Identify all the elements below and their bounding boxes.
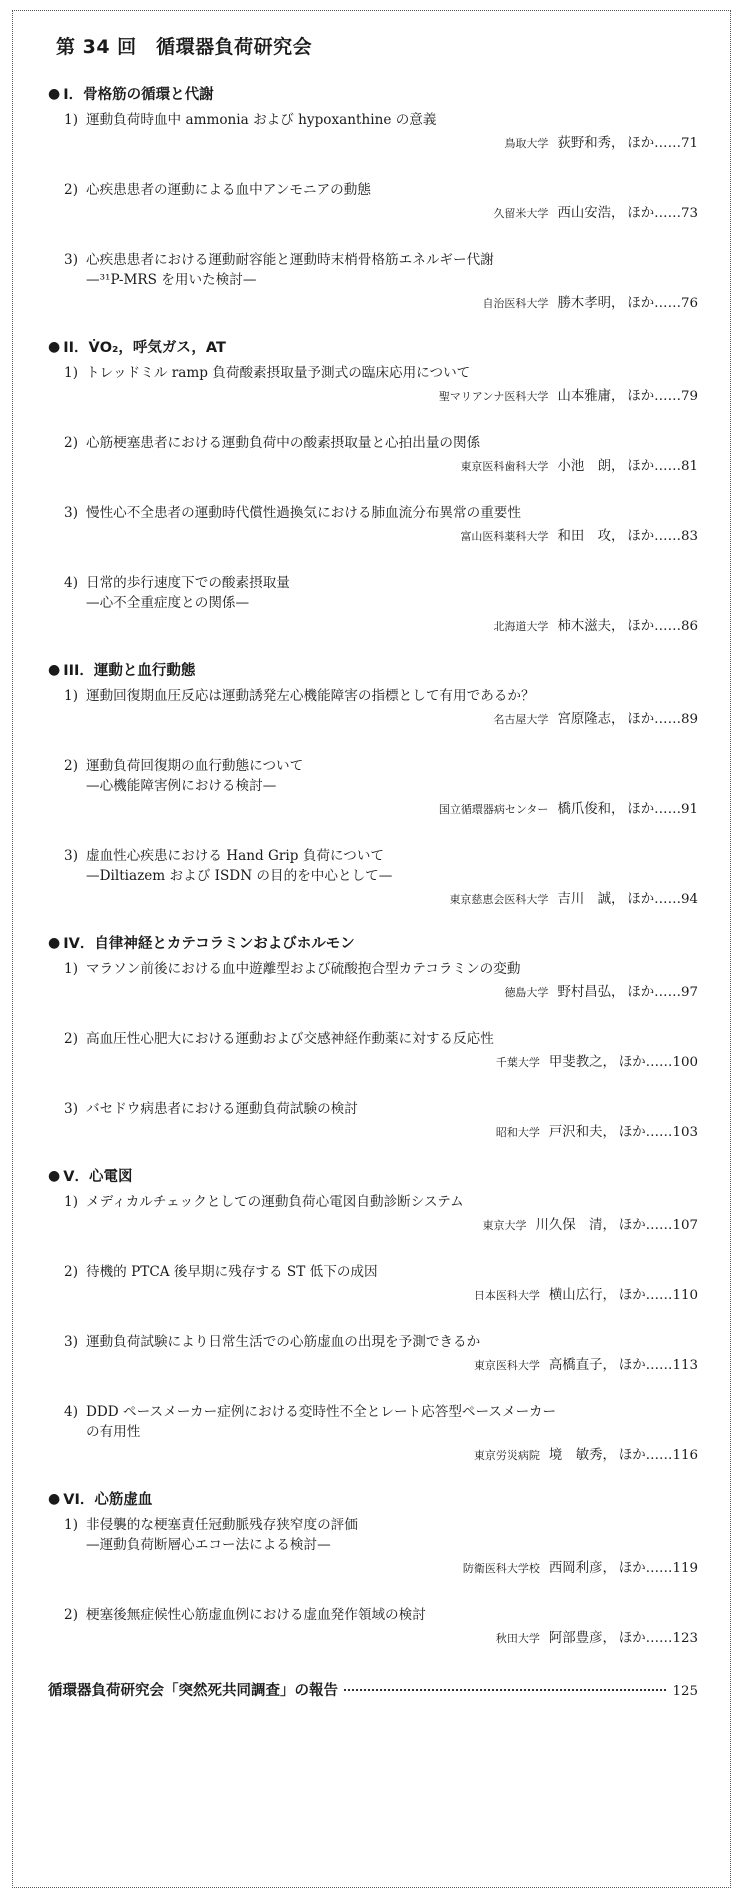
entry-title: マラソン前後における血中遊離型および硫酸抱合型カテコラミンの変動 <box>86 961 521 977</box>
entry-title-line <box>48 1605 698 1625</box>
entry-author-line <box>48 527 698 547</box>
entry-institution: 聖マリアンナ医科大学 <box>438 390 549 403</box>
entry-page-number: 79 <box>680 389 698 404</box>
entry-et-al: ほか <box>618 1358 646 1373</box>
entry-author-line <box>48 983 698 1003</box>
entry-leader-dots: …… <box>645 1358 673 1373</box>
entry-title: メディカルチェックとしての運動負荷心電図自動診断システム <box>86 1194 464 1210</box>
entry-number: 3) <box>64 252 78 268</box>
entry-leader-dots: …… <box>654 459 681 474</box>
toc-entry[interactable] <box>48 1192 698 1236</box>
entry-et-al: ほか <box>618 1631 646 1646</box>
section-heading-text: I．骨格筋の循環と代謝 <box>63 87 214 103</box>
toc-entry[interactable] <box>48 1332 698 1376</box>
entry-title: トレッドミル ramp 負荷酸素摂取量予測式の臨床応用について <box>86 365 471 381</box>
entry-institution: 徳島大学 <box>504 986 549 999</box>
entry-author-line <box>48 710 698 730</box>
entry-page-number: 86 <box>680 619 698 634</box>
entry-author: 荻野和秀， <box>557 136 625 151</box>
section-heading-text: V．心電図 <box>63 1169 133 1185</box>
entry-author-line <box>48 617 698 637</box>
entry-leader-dots: …… <box>654 985 681 1000</box>
entry-author-line <box>48 1446 698 1466</box>
section-heading <box>48 1488 698 1509</box>
section-heading-text: III．運動と血行動態 <box>63 663 196 679</box>
section <box>48 1488 698 1649</box>
entry-institution: 千葉大学 <box>495 1056 540 1069</box>
entry-author: 和田 攻， <box>557 529 625 544</box>
entry-title: 心疾患患者における運動耐容能と運動時末梢骨格筋エネルギー代謝 <box>86 252 494 268</box>
entry-author-line <box>48 204 698 224</box>
section-heading <box>48 83 698 104</box>
entry-author: 小池 朗， <box>557 459 625 474</box>
entry-institution: 北海道大学 <box>493 620 549 633</box>
entry-title: DDD ペースメーカー症例における変時性不全とレート応答型ペースメーカー <box>86 1404 557 1420</box>
entry-et-al: ほか <box>627 206 655 221</box>
entry-author: 西山安浩， <box>557 206 625 221</box>
entry-page-number: 107 <box>672 1218 698 1233</box>
entry-author: 高橋直子， <box>548 1358 616 1373</box>
section-heading <box>48 932 698 953</box>
toc-entry[interactable] <box>48 846 698 910</box>
entry-et-al: ほか <box>627 296 655 311</box>
entry-et-al: ほか <box>618 1448 646 1463</box>
entry-et-al: ほか <box>618 1561 646 1576</box>
entry-leader-dots: …… <box>645 1055 673 1070</box>
entry-number: 2) <box>64 1031 78 1047</box>
entry-title-line <box>48 363 698 383</box>
entry-et-al: ほか <box>627 459 655 474</box>
entry-leader-dots: …… <box>654 389 681 404</box>
report-page-number: 125 <box>672 1684 698 1699</box>
entry-author-line <box>48 800 698 820</box>
entry-title: 待機的 PTCA 後早期に残存する ST 低下の成因 <box>86 1264 378 1280</box>
entry-author-line <box>48 890 698 910</box>
entry-leader-dots: …… <box>654 712 681 727</box>
entry-title-line <box>48 686 698 706</box>
toc-entry[interactable] <box>48 1262 698 1306</box>
entry-title: 運動負荷時血中 ammonia および hypoxanthine の意義 <box>86 112 437 128</box>
entry-title: 心筋梗塞患者における運動負荷中の酸素摂取量と心拍出量の関係 <box>86 435 481 451</box>
entry-page-number: 97 <box>680 985 698 1000</box>
section-heading-text: IV．自律神経とカテコラミンおよびホルモン <box>63 936 355 952</box>
entry-institution: 富山医科薬科大学 <box>460 530 549 543</box>
section <box>48 1165 698 1466</box>
entry-title-line <box>48 959 698 979</box>
entry-et-al: ほか <box>618 1125 646 1140</box>
entry-title-line <box>48 110 698 130</box>
bullet-icon: ● <box>48 661 61 678</box>
entry-title: 梗塞後無症候性心筋虚血例における虚血発作領域の検討 <box>86 1607 426 1623</box>
entry-leader-dots: …… <box>645 1125 673 1140</box>
toc-entry[interactable] <box>48 573 698 637</box>
entry-number: 2) <box>64 435 78 451</box>
entry-title-line <box>48 433 698 453</box>
entry-institution: 東京慈恵会医科大学 <box>449 893 549 906</box>
entry-number: 2) <box>64 1264 78 1280</box>
entry-title: バセドウ病患者における運動負荷試験の検討 <box>86 1101 358 1117</box>
entry-institution: 昭和大学 <box>495 1126 540 1139</box>
toc-entry[interactable] <box>48 110 698 154</box>
entry-number: 2) <box>64 758 78 774</box>
entry-page-number: 123 <box>672 1631 698 1646</box>
entry-institution: 防衛医科大学校 <box>462 1562 540 1575</box>
entry-number: 4) <box>64 575 78 591</box>
table-of-contents <box>48 32 698 1700</box>
bullet-icon: ● <box>48 1167 61 1184</box>
entry-et-al: ほか <box>618 1288 646 1303</box>
entry-title-line <box>48 503 698 523</box>
toc-entry[interactable] <box>48 180 698 224</box>
entry-number: 3) <box>64 848 78 864</box>
entry-author-line <box>48 1559 698 1579</box>
entry-et-al: ほか <box>627 389 655 404</box>
entry-author-line <box>48 1216 698 1236</box>
toc-entry[interactable] <box>48 1515 698 1579</box>
entry-subtitle: —心不全重症度との関係— <box>86 595 250 611</box>
entry-leader-dots: …… <box>645 1288 673 1303</box>
entry-author: 柿木滋夫， <box>557 619 625 634</box>
entry-institution: 鳥取大学 <box>504 137 549 150</box>
entry-et-al: ほか <box>627 619 655 634</box>
entry-title-line <box>48 573 698 593</box>
entry-title: 運動負荷回復期の血行動態について <box>86 758 304 774</box>
entry-number: 3) <box>64 1101 78 1117</box>
section-list <box>48 83 698 1649</box>
entry-author: 川久保 清， <box>535 1218 616 1233</box>
toc-entry[interactable] <box>48 1402 698 1466</box>
entry-author: 野村昌弘， <box>557 985 625 1000</box>
entry-author-line <box>48 294 698 314</box>
entry-author-line <box>48 387 698 407</box>
entry-number: 1) <box>64 961 78 977</box>
entry-page-number: 83 <box>680 529 698 544</box>
toc-entry[interactable] <box>48 363 698 407</box>
entry-institution: 国立循環器病センター <box>438 803 549 816</box>
entry-et-al: ほか <box>627 985 655 1000</box>
entry-institution: 秋田大学 <box>495 1632 540 1645</box>
entry-title-line <box>48 756 698 776</box>
entry-title: 非侵襲的な梗塞責任冠動脈残存狭窄度の評価 <box>86 1517 358 1533</box>
entry-author: 橋爪俊和， <box>557 802 625 817</box>
entry-title-line <box>48 180 698 200</box>
entry-institution: 東京労災病院 <box>473 1449 540 1462</box>
entry-et-al: ほか <box>627 712 655 727</box>
entry-subtitle: の有用性 <box>86 1424 141 1440</box>
entry-title: 運動負荷試験により日常生活での心筋虚血の出現を予測できるか <box>86 1334 481 1350</box>
entry-page-number: 100 <box>672 1055 698 1070</box>
section-heading <box>48 1165 698 1186</box>
entry-title-line <box>48 1099 698 1119</box>
entry-title: 高血圧性心肥大における運動および交感神経作動薬に対する反応性 <box>86 1031 494 1047</box>
section <box>48 83 698 314</box>
page-title: 第 34 回 循環器負荷研究会 <box>56 36 313 58</box>
entry-title-line <box>48 846 698 866</box>
entry-author: 甲斐教之， <box>548 1055 616 1070</box>
entry-subtitle: —心機能障害例における検討— <box>86 778 277 794</box>
entry-author: 戸沢和夫， <box>548 1125 616 1140</box>
toc-entry[interactable] <box>48 1605 698 1649</box>
section <box>48 932 698 1143</box>
entry-page-number: 71 <box>680 136 698 151</box>
entry-number: 1) <box>64 1194 78 1210</box>
entry-leader-dots: …… <box>645 1561 673 1576</box>
entry-author: 山本雅庸， <box>557 389 625 404</box>
entry-et-al: ほか <box>627 802 655 817</box>
entry-author-line <box>48 1286 698 1306</box>
entry-subtitle: —運動負荷断層心エコー法による検討— <box>86 1537 331 1553</box>
entry-page-number: 119 <box>672 1561 698 1576</box>
entry-title: 日常的歩行速度下での酸素摂取量 <box>86 575 290 591</box>
entry-author-line <box>48 1356 698 1376</box>
entry-title-line <box>48 1262 698 1282</box>
entry-number: 1) <box>64 365 78 381</box>
entry-title: 虚血性心疾患における Hand Grip 負荷について <box>86 848 385 864</box>
toc-entry[interactable] <box>48 433 698 477</box>
entry-number: 3) <box>64 505 78 521</box>
entry-title: 運動回復期血圧反応は運動誘発左心機能障害の指標として有用であるか？ <box>86 688 535 704</box>
entry-number: 1) <box>64 1517 78 1533</box>
entry-page-number: 76 <box>680 296 698 311</box>
entry-institution: 自治医科大学 <box>482 297 549 310</box>
entry-title-line <box>48 250 698 270</box>
entry-author: 阿部豊彦， <box>548 1631 616 1646</box>
entry-title: 心疾患患者の運動による血中アンモニアの動態 <box>86 182 371 198</box>
section-heading-text: VI．心筋虚血 <box>63 1492 153 1508</box>
toc-entry[interactable] <box>48 503 698 547</box>
toc-entry[interactable] <box>48 250 698 314</box>
entry-leader-dots: …… <box>654 529 681 544</box>
entry-page-number: 89 <box>680 712 698 727</box>
entry-author: 吉川 誠， <box>557 892 625 907</box>
bullet-icon: ● <box>48 1490 61 1507</box>
entry-number: 2) <box>64 1607 78 1623</box>
entry-page-number: 113 <box>672 1358 698 1373</box>
entry-page-number: 81 <box>680 459 698 474</box>
entry-subtitle: —³¹P-MRS を用いた検討— <box>86 272 257 288</box>
entry-leader-dots: …… <box>654 619 681 634</box>
entry-leader-dots: …… <box>654 206 681 221</box>
entry-title: 慢性心不全患者の運動時代償性過換気における肺血流分布異常の重要性 <box>86 505 521 521</box>
entry-number: 3) <box>64 1334 78 1350</box>
entry-page-number: 103 <box>672 1125 698 1140</box>
bullet-icon: ● <box>48 934 61 951</box>
entry-author-line <box>48 1629 698 1649</box>
entry-leader-dots: …… <box>654 802 681 817</box>
toc-entry[interactable] <box>48 959 698 1003</box>
entry-title-line <box>48 1515 698 1535</box>
entry-leader-dots: …… <box>654 296 681 311</box>
entry-institution: 日本医科大学 <box>473 1289 540 1302</box>
toc-entry[interactable] <box>48 1029 698 1073</box>
section-heading <box>48 336 698 357</box>
entry-institution: 久留米大学 <box>493 207 549 220</box>
report-entry[interactable] <box>48 1679 698 1700</box>
entry-leader-dots: …… <box>645 1448 673 1463</box>
entry-leader-dots: …… <box>645 1631 673 1646</box>
entry-et-al: ほか <box>627 529 655 544</box>
toc-entry[interactable] <box>48 686 698 730</box>
entry-number: 1) <box>64 112 78 128</box>
entry-number: 2) <box>64 182 78 198</box>
toc-entry[interactable] <box>48 1099 698 1143</box>
bullet-icon: ● <box>48 338 61 355</box>
entry-title-line <box>48 1402 698 1422</box>
section <box>48 659 698 910</box>
entry-title-line <box>48 1192 698 1212</box>
entry-author: 横山広行， <box>548 1288 616 1303</box>
toc-entry[interactable] <box>48 756 698 820</box>
entry-page-number: 91 <box>680 802 698 817</box>
entry-author: 境 敏秀， <box>548 1448 616 1463</box>
report-leader-dots <box>344 1689 666 1691</box>
entry-leader-dots: …… <box>654 136 681 151</box>
entry-author-line <box>48 457 698 477</box>
entry-page-number: 116 <box>672 1448 698 1463</box>
entry-author: 西岡利彦， <box>548 1561 616 1576</box>
entry-author: 勝木孝明， <box>557 296 625 311</box>
section <box>48 336 698 637</box>
entry-title-line <box>48 1332 698 1352</box>
entry-subtitle: —Diltiazem および ISDN の目的を中心として— <box>86 868 393 884</box>
entry-author-line <box>48 134 698 154</box>
bullet-icon: ● <box>48 85 61 102</box>
entry-institution: 東京医科大学 <box>473 1359 540 1372</box>
entry-number: 1) <box>64 688 78 704</box>
entry-leader-dots: …… <box>645 1218 673 1233</box>
entry-et-al: ほか <box>627 892 655 907</box>
entry-author-line <box>48 1123 698 1143</box>
section-heading <box>48 659 698 680</box>
entry-title-line <box>48 1029 698 1049</box>
entry-institution: 東京医科歯科大学 <box>460 460 549 473</box>
entry-author-line <box>48 1053 698 1073</box>
entry-page-number: 110 <box>672 1288 698 1303</box>
entry-et-al: ほか <box>618 1055 646 1070</box>
entry-institution: 東京大学 <box>482 1219 527 1232</box>
entry-et-al: ほか <box>618 1218 646 1233</box>
entry-author: 宮原隆志， <box>557 712 625 727</box>
section-heading-text: II．V̇O₂，呼気ガス，AT <box>63 340 226 356</box>
entry-et-al: ほか <box>627 136 655 151</box>
entry-leader-dots: …… <box>654 892 681 907</box>
entry-institution: 名古屋大学 <box>493 713 549 726</box>
entry-page-number: 94 <box>680 892 698 907</box>
report-title: 循環器負荷研究会「突然死共同調査」の報告 <box>48 1683 338 1699</box>
entry-page-number: 73 <box>680 206 698 221</box>
entry-number: 4) <box>64 1404 78 1420</box>
